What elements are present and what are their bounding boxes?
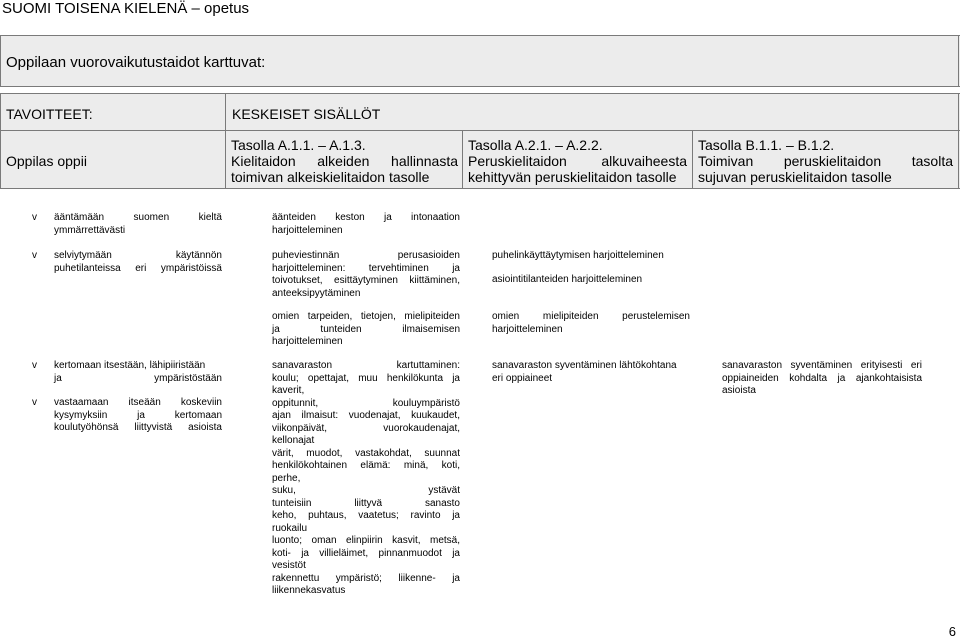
bullet: v	[32, 397, 37, 408]
content-a-3: omien tarpeiden, tietojen, mielipiteiden ja tunteiden ilmaisemisen harjoitteleminen	[272, 311, 460, 347]
subheading: Oppilaan vuorovaikutustaidot karttuvat:	[6, 54, 266, 71]
rule	[0, 130, 960, 131]
content-c-4: sanavaraston syventäminen erityisesti eri oppiaineiden kohdalta ja ajankohtaisista asioista	[722, 360, 922, 396]
document-title: SUOMI TOISENA KIELENÄ – opetus	[2, 0, 250, 17]
rule	[462, 130, 463, 188]
content-a-2: puheviestinnän perusasioiden harjoitteleminen: tervehtiminen ja toivotukset, esittäytyminen kiittäminen, anteeksipyytäminen	[272, 250, 460, 299]
level-c: Tasolla B.1.1. – B.1.2. Toimivan peruskielitaidon tasolta sujuvan peruskielitaidon tasolle	[698, 137, 953, 185]
content-b-2a: puhelinkäyttäytymisen harjoitteleminen	[492, 250, 664, 261]
content-b-4: sanavaraston syventäminen lähtökohtana eri oppiaineet	[492, 360, 677, 384]
content-a-1: äänteiden keston ja intonaation harjoitteleminen	[272, 212, 460, 236]
goal-3: kertomaan itsestään, lähipiiristään ja ympäristöstään	[54, 360, 222, 384]
page-number: 6	[948, 624, 956, 639]
content-a-4: sanavaraston kartuttaminen: koulu; opettajat, muu henkilökunta ja kaverit, oppitunnit, kouluympäristö ajan ilmaisut: vuodenajat, kuukaudet, viikonpäivät, vuorokaudenajat, kellonajat värit, muodot, vastakohdat, suunnat henkilökohtainen elämä: minä, koti, perhe, suku, ystävät tunteisiin liittyvä sanasto keho, puhtaus, vaatetus; ravinto ja ruokailu luonto; oman elinpiirin kasvit, metsä, koti- ja villieläimet, pinnanmuodot ja vesistöt rakennettu ympäristö; liikenne- ja liikennekasvatus	[272, 360, 460, 596]
keskeiset-label: KESKEISET SISÄLLÖT	[232, 106, 381, 122]
rule	[958, 93, 959, 188]
rule	[0, 188, 960, 189]
rule	[0, 93, 1, 188]
bullet: v	[32, 360, 37, 371]
content-b-3: omien mielipiteiden perustelemisen harjoitteleminen	[492, 311, 690, 335]
tavoitteet-label: TAVOITTEET:	[6, 106, 93, 122]
level-b: Tasolla A.2.1. – A.2.2. Peruskielitaidon alkuvaiheesta kehittyvän peruskielitaidon tasolle	[468, 137, 687, 185]
bullet: v	[32, 212, 37, 223]
goal-2: selviytymään käytännön puhetilanteissa eri ympäristöissä	[54, 250, 222, 274]
oppilas-oppii-label: Oppilas oppii	[6, 153, 87, 169]
goal-4: vastaamaan itseään koskeviin kysymyksiin ja kertomaan koulutyöhönsä liittyvistä asioista	[54, 397, 222, 433]
rule	[225, 93, 226, 188]
level-a: Tasolla A.1.1. – A.1.3. Kielitaidon alkeiden hallinnasta toimivan alkeiskielitaidon tasolle	[231, 137, 458, 185]
content-b-2b: asiointitilanteiden harjoitteleminen	[492, 274, 643, 285]
rule	[692, 130, 693, 188]
goal-1: ääntämään suomen kieltä ymmärrettävästi	[54, 212, 222, 236]
rule	[0, 35, 1, 87]
rule	[0, 86, 960, 87]
rule	[0, 35, 960, 36]
rule	[958, 35, 959, 87]
rule	[0, 93, 960, 94]
bullet: v	[32, 250, 37, 261]
